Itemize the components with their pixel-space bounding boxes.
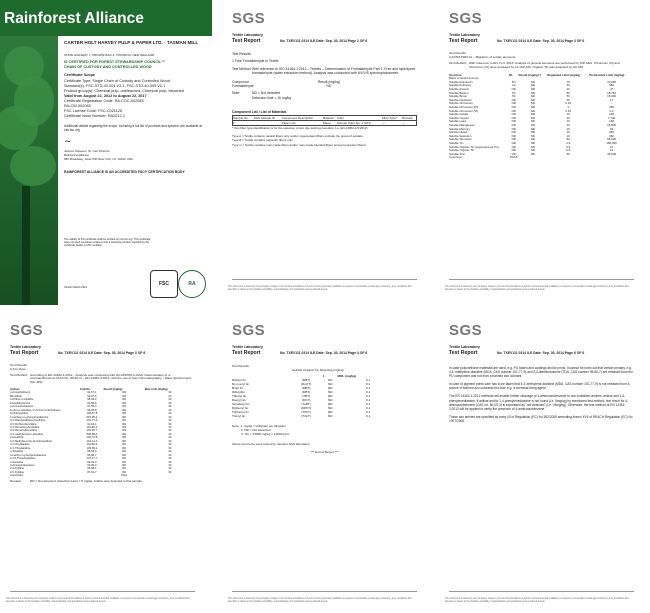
table-row: 5-nitro-o-toluidine / 2-Amino-4-nitrotoluene 99-55-8 ND 30 [10,408,172,412]
compound-result: ND [326,84,332,89]
table-row: Dibutyl tin (DBT) ND 0.1 [232,378,371,382]
scope-line: Standard(s): FSC-STD-40-004 V2-1, FSC-STD-40-005 V2-1 [64,84,166,88]
table-row: Soluble Antimony 10 ND 10 560 [449,83,614,88]
lab-name: Textile Laboratory [449,33,480,37]
results-label: Test Results: [449,51,467,55]
col-header: Sample No. [233,115,249,120]
report-page-6 [439,312,644,608]
scope-list [64,79,204,119]
col-header: Component Description [281,115,313,120]
col-header: Regulated Limit (mg/kg) [547,72,581,77]
report-body [449,52,634,160]
col-header: Result (mg/kg) [103,387,123,391]
table-row: o-Anisidine 90-04-0 ND 30 [10,460,172,464]
compound-table [232,80,362,89]
paragraph: In case polyurethane materials are used, e.g. PU foams and coatings and/or prints, it cannot be ruled out that certain primary, e.g. 4,4'-methylene-dianiline (MDA, CAS number 101-77-9) and 2,4-diaminotoluene (TDA, CAS number 95-80-7) are released from the PU component and not from a banned azo colorant. [449,366,633,379]
table-row: Soluble Manganese ND ND 10 15,000 [449,122,616,127]
signer-name: Joshua Tosteson, Sr. Cert Director [64,149,110,153]
company-name: CARTER HOLT HARVEY PULP & PAPER LTD. - TASMAN MILL [64,40,199,45]
table-row: p-Cresidine 120-71-8 ND 30 [10,436,172,440]
test-name: 1 Free Formaldehyde in Textile [232,59,279,64]
tail-note: Above test items were tested by relevant SGS laboratory. [232,442,311,446]
table-row: Soluble Organic Tin ND ND 0.5 12 [449,148,614,153]
note-label: Note: [232,91,241,96]
scope-line: FSC License Code: FSC-C021126 [64,109,122,113]
results-label: Test Results: [10,363,28,367]
report-title: Test Report [449,350,478,356]
version: Version March 2012 [64,286,88,289]
fiber-footnote: * Test fiber type identification is for the selection of azo dye testing procedure (i.e. EN 14362-1/3:2012) [232,126,368,131]
cert-line-1: IS CERTIFIED FOR FOREST STEWARDSHIP COUNCIL™ [64,60,166,64]
table-row: 3,3'-Dichlorobenzidine 91-94-1 ND 30 [10,422,172,426]
azo-table [10,388,195,478]
report-number: No. TXEV111 0314 ILE Date: Sep. 30, 2014 Page 2 OF 6 [280,39,368,43]
notes: Note: 1. mg/kg = milligram per kilogram 2. ND = Not Detected 3. 1% = 10000 mg/kg = 10000 ppm [232,424,290,436]
report-number: No. TXEV111 0314 ILE Date: Sep. 30, 2014 Page 3 OF 6 [58,351,146,355]
table-row: Triocyl tin (TOcT) ND 0.1 [232,414,371,418]
table-row: Soluble Lead ND ND 10 160 [449,119,614,124]
scope-line: Certificate Type: Single Chain of Custody and Controlled Wood [64,79,170,83]
col-header: Color [336,115,344,120]
table-row: Soluble Cobalt ND ND 10 130 [449,112,614,117]
table-row: Soluble Chromium (III) ND ND 1 460 [449,104,614,109]
material-table [232,115,417,127]
method-table [449,62,634,70]
table-row: 4-Aminobiphenyl 92-67-1 ND 30 [10,391,172,395]
table-row: Soluble Arsenic ND ND 10 47 [449,87,614,91]
scope-note: Additional details regarding the scope, including a full list of products and species, are available at info.fsc.org [64,124,202,133]
table-row: Mass of tested amount [449,76,479,81]
type-notes: Type A = Textile contains natural fibers only and/or regenerated fibers exclude the group of acetate. Type B = Textile contains polyester fibers only. Type C = Textile contains man-made fibers and/or man-made blended fibers (except polyester fibers). [232,133,367,147]
brand-title: Rainforest Alliance [4,10,144,27]
table-row: Soluble Aluminium 5/3 ND 70 70,000 [449,79,616,84]
sgs-footer: This document is issued by the Company subject to its General Conditions of Service printed overleaf, available on request or accessible at www.sgs.com/terms_and_conditions.htm. Attention is drawn to the limitation of liability, indemnification and jurisdiction issues defined therein. [445,286,630,292]
method-table [10,374,195,385]
results-label: Test Results: [232,364,250,368]
compound-name: Formaldehyde [232,84,254,89]
table-row: Soluble Organic Tin (expressed as Tin) ND ND 4.9 12 [449,144,614,149]
table-row: 2,6-Xylidine 87-62-7 ND 30 [10,470,172,474]
table-row: Soluble Zinc ND ND 50 46,000 [449,151,616,156]
report-body [232,52,417,147]
sgs-logo: SGS [10,322,44,339]
col-header: Amines [10,387,20,391]
ra-seal-logo: RA [178,270,206,298]
col-header: Permissible Limit (mg/kg) [589,72,625,77]
org-address: 665 Broadway, Suite 500 New York, NY 10012 USA [64,157,133,161]
remark-label: Remark: [10,478,22,483]
col-header: SGS Sample ID [253,115,275,120]
col-header: Material [322,115,334,120]
method-label: Test Method: [232,66,252,71]
end-of-report: *** End of Report *** [310,450,339,454]
report-title: Test Report [449,38,478,44]
material-list-heading: Component List / List of Materials [232,110,287,115]
col-header: Fiber Type* [381,115,398,120]
results-label: Test Results: [232,52,252,56]
table-row: Soluble Chromium ND ND 0.15 -- [449,101,613,106]
table-row: Benzidine 92-87-5 ND 30 [10,394,172,398]
table-row: Soluble Boron 50 ND 50 15,000 [449,94,616,99]
sgs-footer: This document is issued by the Company subject to its General Conditions of Service printed overleaf, available on request or accessible at www.sgs.com/terms_and_conditions.htm. Attention is drawn to the limitation of liability, indemnification and jurisdiction issues defined therein. [445,598,630,604]
report-number: No. TXEV111 0314 ILE Date: Sep. 30, 2014 Page 4 OF 6 [280,351,368,355]
test-name: Soluble Organic Tin Result(s) (mg/kg) [292,368,344,372]
report-page-2 [222,0,427,296]
scope-line: Product group(s): Chemical pulp, unbleached, Chemical pulp, bleached [64,89,184,93]
signature: ~ [64,137,72,147]
report-page-5 [222,312,427,608]
table-row: Di-n-octyl tin (DnOT) ND 0.1 [232,382,371,386]
table-row: 3,3'-Dimethylbenzidine 119-93-7 ND 30 [10,429,172,433]
table-row: 4,4'-methylenedi-o-toluidine 838-88-0 ND 30 [10,432,172,436]
table-row: Diphenyl tin (DPhT) ND 0.1 [232,406,371,410]
organotin-table [232,374,399,418]
col-header: CAS No. [80,387,91,391]
table-row: Butyl tin (MBT) ND 0.1 [232,386,371,390]
accreditation: RAINFOREST ALLIANCE IS AN ACCREDITED FSC® CERTIFICATION BODY [64,170,185,174]
compound-header: Compound [232,79,249,84]
table-row: Tributyl tin (TBT) ND 0.1 [232,394,371,398]
validity-note: The validity of this certificate shall be verified on info.fsc.org. This certificate does not itself constitute evidence that a particular product supplied by the certificate holder is FSC certified. [64,238,151,248]
table-row: 2,4,5-Trimethylaniline 137-17-7 ND 30 [10,457,172,461]
col-header: Max Limit (mg/kg) [144,387,168,391]
remark-text: ND = Not detected. Detection Limit = 5 mg/kg. Aniline was detected in this sample. [30,478,143,483]
report-body [449,366,634,427]
table-row: Dibutyltin (DBT) ND 0.1 [232,390,371,394]
method-text: According to EN 14362-1:2012 – Analysis was conducted with GC-MS/HPLC-DAD. Determination of 4-aminoazobenzene (CAS No. 60-09-3) – EN 14362-3:2012, with the use of Gas Chromatography – Mass Spectrometry (GC-MS). [30,372,192,385]
col-header: Test Item [449,72,462,77]
report-number: No. TXEV111 0314 ILE Date: Sep. 30, 2014 Page 3 OF 6 [497,39,585,43]
table-row: Soluble Selenium ND ND 10 460 [449,133,614,138]
paragraph: The EN 14362-1:2012 methods will enable further cleavage of 4-aminoazobenzene to non-forbidden amines: aniline and 1,4-phenylenediamine. If aniline and/or 1,4-phenylenediamine is not found (i.e. 5mg/kg) by mentioned test method, test result for 4-aminoazobenzene (CAS no. 60-09-3) is expressed as "not detected" (i.e. <5mg/kg). Otherwise, the test method of EN 14362-3:2012 will be applied to verify the presence of 4-aminoazobenzene. [449,394,629,411]
table-row: 2-Naphthylamine 91-59-8 ND 30 [10,401,172,405]
table-row: 4,4'-Thiodianiline 139-65-1 ND 30 [10,446,172,450]
col-header: Remark [401,115,413,120]
table-row: Soluble Mercury ND ND 10 94 [449,126,614,131]
table-row: Soluble Tin ND ND 4.9 180,000 [449,140,617,145]
report-title: Test Report [10,350,39,356]
report-number: No. TXEV111 0314 ILE Date: Sep. 30, 2014 Page 6 OF 6 [497,351,585,355]
col-header: 1 [322,374,325,378]
scope-line: Valid from August 22, 2012 to August 22, 2017 [64,94,147,98]
sgs-logo: SGS [232,322,266,339]
table-row: Triphenyl tin (TPhT) ND 0.1 [232,410,371,414]
table-row: Dioctyl tin (DOT) ND 0.1 [232,398,371,402]
result-header: Result (mg/kg) [317,79,340,84]
method-text: With reference to ISO 14184-1:2011 – Textiles – Determination of Formaldehyde Part 1: Free and hydrolyzed formaldehyde (water extraction method). Analysis was conducted with UV/VIS spectrophotometer. [252,66,416,76]
sgs-logo: SGS [449,10,483,27]
table-row: 4,4'-Methylene-bis-(2-chloroaniline) 101-14-4 ND 30 [10,439,172,443]
table-row: 4-Chloro-o-toluidine 95-69-2 ND 30 [10,398,172,402]
lab-name: Textile Laboratory [232,33,263,37]
table-row: 4-methoxy-m-phenylenediamine 615-05-4 ND 30 [10,415,172,419]
col-header: MDL (mg/kg) [337,374,357,378]
report-body [10,364,195,484]
sgs-footer: This document is issued by the Company subject to its General Conditions of Service printed overleaf, available on request or accessible at www.sgs.com/terms_and_conditions.htm. Attention is drawn to the limitation of liability, indemnification and jurisdiction issues defined therein. [6,598,191,604]
note-block [232,91,417,100]
scope-line: Certificate Issue Number: RA2012-1 [64,114,125,118]
method-text: With reference to EN 71-3: 2013. Analysis of general elements are performed by ICP-AES. Chromium (III) and Chromium (VI) were analysed by LC-ICP-MS. Organic Tin was analysed by GC-MS [469,60,620,69]
report-title: Test Report [232,38,261,44]
table-row: 4-Chloroaniline 106-47-8 ND 30 [10,412,172,416]
scope-heading: Certificate Scope [64,73,96,77]
sgs-logo: SGS [232,10,266,27]
table-row: Soluble Cadmium ND ND 10 17 [449,97,614,102]
report-title: Test Report [232,350,261,356]
paragraph: These azo amines are specified by entry 43 of Regulation (EC) No 552/2009 amending Annex XVII of REACH Regulation (EC) No 1907/2006. [449,414,633,423]
table-row: Tetrabutyl tin (TeBT) ND 0.1 [232,402,371,406]
scope-line: RA-CW-002083 [64,104,91,108]
report-page-3 [439,0,644,296]
note-line: Detection limit = 16 mg/kg [252,95,292,100]
certificate-page [0,0,212,305]
table-row: o-Toluidine 95-53-4 ND 30 [10,450,172,454]
sgs-footer: This document is issued by the Company subject to its General Conditions of Service printed overleaf, available on request or accessible at www.sgs.com/terms_and_conditions.htm. Attention is drawn to the limitation of liability, indemnification and jurisdiction issues defined therein. [228,598,413,604]
note-line: ND = Not detected [252,91,280,96]
report-page-4 [0,312,205,608]
lab-name: Textile Laboratory [232,345,263,349]
cert-line-2: CHAIN OF CUSTODY AND CONTROLLED WOOD [64,65,152,69]
scope-line: Certificate Registration Code: RA-COC-002083 [64,99,144,103]
table-row: Conclusion Pass [10,474,128,478]
sgs-footer: This document is issued by the Company subject to its General Conditions of Service printed overleaf, available on request or accessible at www.sgs.com/terms_and_conditions.htm. Attention is drawn to the limitation of liability, indemnification and jurisdiction issues defined therein. [228,286,413,292]
company-address: STATE HIGHWAY 7, PRIVATE BAG 4, TOKOROA, NEW ZEALAND [64,53,155,57]
test-name: 2 ASTM F963-11 – Migration of certain elements [449,54,516,59]
table-row: o-Aminoazotoluene 97-56-3 ND 30 [10,405,172,409]
sgs-logo: SGS [449,322,483,339]
table-row: 3,3'-Dimethoxybenzidine 119-90-4 ND 30 [10,425,172,429]
col-header: Result (mg/kg) 1 [518,72,542,77]
table-row: Soluble Strontium ND ND 50 56,000 [449,137,616,142]
table-row: Soluble Barium 50 ND 50 18,750 [449,90,616,95]
table-row: Soluble Chromium (VI) ND ND 0.15 0.2 [449,108,614,113]
table-row: 1 Paper mat Paper Canvas Color No. 1 (AT1) — — [233,121,405,126]
remark-block [10,480,195,484]
report-body [232,364,417,454]
lab-name: Textile Laboratory [449,345,480,349]
table-row: Soluble Nickel ND ND 10 930 [449,130,614,135]
paragraph: In case of pigment prints care has to be taken that 4,4'-methylene-dianiline (MDA, CAS number 101-77-9) is not released from a source of banned azo colorants but from e.g. a chemical fixing agent. [449,382,630,391]
col-header: RL [509,72,513,77]
table-row: 4-Aminoazobenzene 60-09-3 ND 30 [10,463,172,467]
method-table [232,67,417,76]
org-name: Rainforest Alliance [64,153,89,157]
method-label: Test Method: [10,372,28,377]
tree-illustration [0,36,58,305]
table-row: 2,4-Xylidine 95-68-1 ND 30 [10,467,172,471]
table-row: 4,4'-Diaminodiphenylmethane 101-77-9 ND 30 [10,419,172,423]
test-name: 3 Azo Dyes [10,366,26,371]
table-row: 4,4'-Oxydianiline 101-80-4 ND 30 [10,443,172,447]
fsc-logo: FSC [150,270,178,298]
method-label: Test Method: [449,60,467,65]
table-row: 4-methyl-m-phenylenediamine 95-80-7 ND 30 [10,453,172,457]
elements-table [449,74,634,160]
table-row: Soluble Copper ND ND 20 7,700 [449,115,616,120]
lab-name: Textile Laboratory [10,345,41,349]
table-row: Comment PASS [449,155,518,160]
